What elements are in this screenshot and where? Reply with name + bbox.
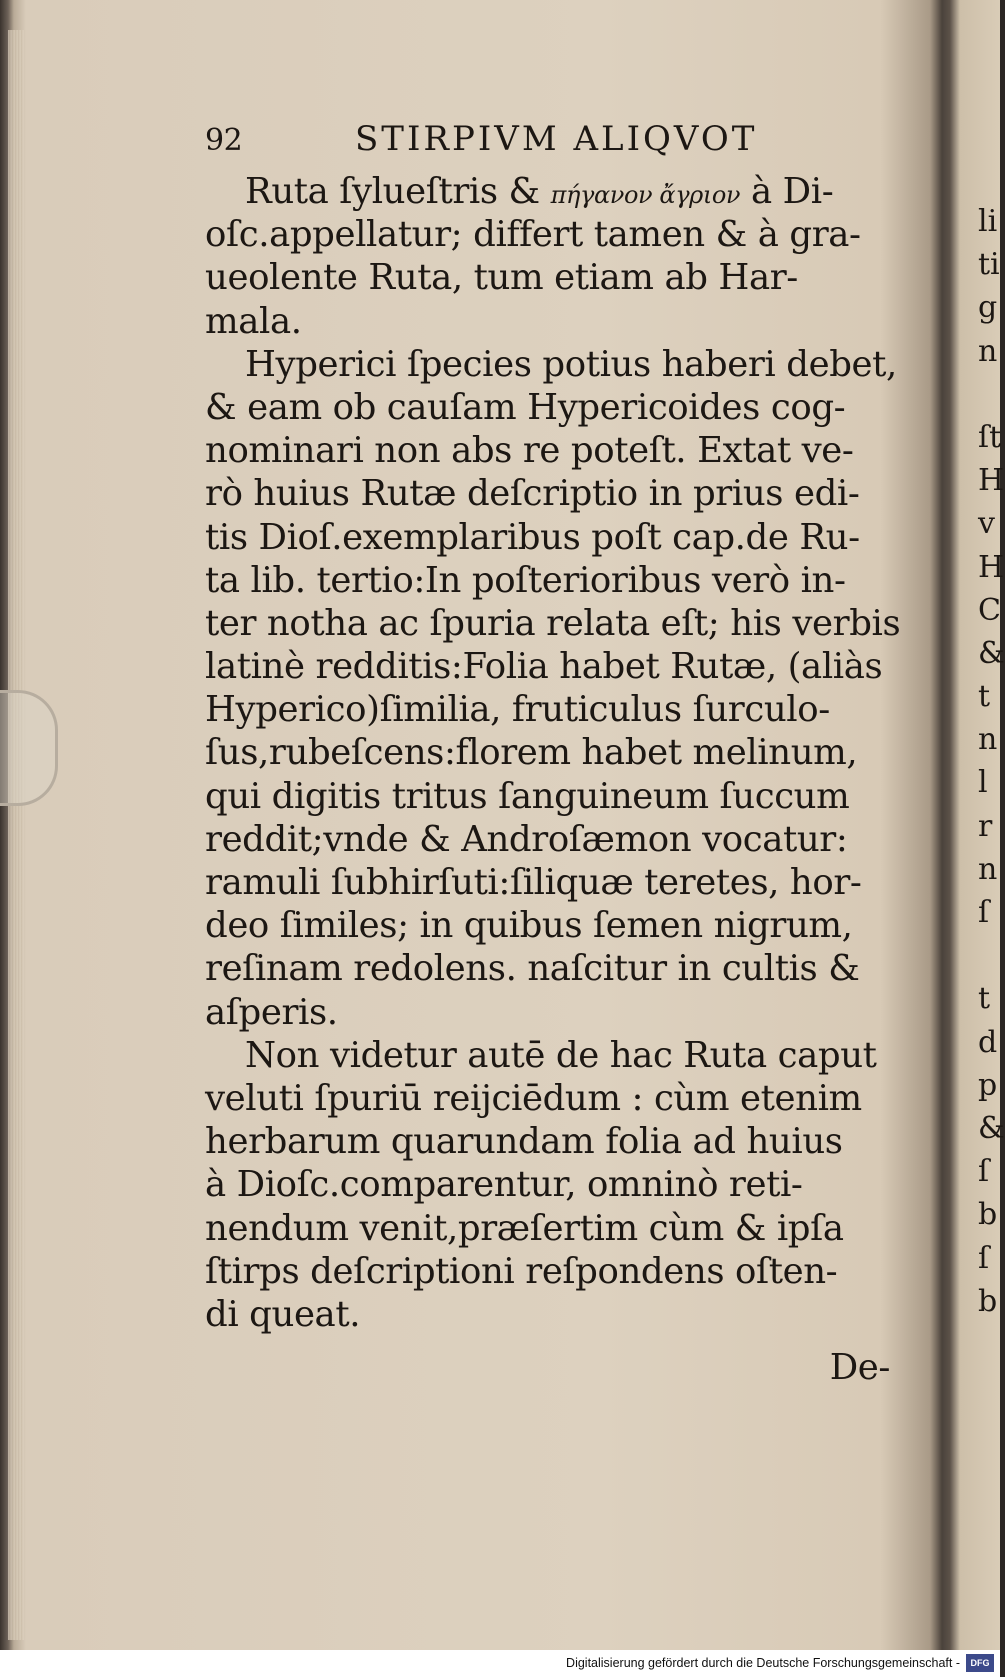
book-page <box>205 118 905 1389</box>
facing-fragment: H <box>978 463 1005 499</box>
text-line: à Dioſc.comparentur, omninò reti- <box>205 1164 803 1206</box>
facing-fragment: p <box>978 1067 998 1103</box>
text-segment: Ruta ſylueſtris & <box>245 171 551 212</box>
text-line: qui digitis tritus ſanguineum ſuccum <box>205 775 850 817</box>
dfg-logo: DFG <box>966 1654 994 1672</box>
facing-fragment: n <box>978 722 998 758</box>
text-line: herbarum quarundam folia ad huius <box>205 1121 843 1163</box>
text-line: veluti ſpuriū reijciēdum : cùm etenim <box>205 1077 862 1119</box>
facing-fragment: ſ <box>978 1240 990 1276</box>
facing-fragment: ſ <box>978 895 990 930</box>
facing-fragment: r <box>978 808 993 844</box>
facing-fragment: & <box>978 1110 1005 1146</box>
facing-fragment: t <box>978 679 991 715</box>
text-line: reſinam redolens. naſcitur in cultis & <box>205 948 860 990</box>
facing-fragment: l <box>978 765 988 801</box>
text-line: nendum venit,præſertim cùm & ipſa <box>205 1207 844 1249</box>
page-edges <box>8 30 24 1640</box>
text-line: tis Dioſ.exemplaribus poſt cap.de Ru- <box>205 516 860 558</box>
facing-fragment: n <box>978 333 998 369</box>
book-clip <box>0 690 58 806</box>
facing-fragment <box>978 373 1000 416</box>
facing-fragment: b <box>978 1197 998 1233</box>
text-line: ter notha ac ſpuria relata eſt; his verbis <box>205 602 901 644</box>
text-line: ueolente Ruta, tum etiam ab Har- <box>205 257 798 299</box>
body-text <box>205 170 905 1336</box>
greek-phrase: πήγανον ἄγριον <box>550 181 741 209</box>
catchword: De- <box>829 1347 890 1389</box>
text-line: aſperis. <box>205 991 338 1033</box>
facing-fragment: H <box>978 549 1005 585</box>
page-header <box>205 118 905 168</box>
facing-fragment: g <box>978 290 998 326</box>
facing-fragment: & <box>978 635 1005 671</box>
facing-fragment: v <box>978 506 995 542</box>
text-line: rò huius Rutæ deſcriptio in prius edi- <box>205 473 860 515</box>
page-number: 92 <box>205 123 243 158</box>
text-line: latinè redditis:Folia habet Rutæ, (aliàs <box>205 646 883 688</box>
running-head: STIRPIVM ALIQVOT <box>355 119 758 159</box>
facing-fragment: ſt <box>978 419 1002 455</box>
footer-credit: Digitalisierung gefördert durch die Deutsche Forschungsgemeinschaft - <box>566 1656 960 1670</box>
text-line: Hyperici ſpecies potius haberi debet, <box>245 343 897 385</box>
text-line: nominari non abs re poteſt. Extat ve- <box>205 430 854 472</box>
facing-fragment: d <box>978 1024 998 1060</box>
facing-fragment: b <box>978 1283 998 1319</box>
text-line: ſtirps deſcriptioni reſpondens oſten- <box>205 1250 838 1292</box>
facing-fragment: ti <box>978 247 1000 283</box>
text-line: ta lib. tertio:In poſterioribus verò in- <box>205 559 846 601</box>
facing-fragment: ſ <box>978 1154 990 1190</box>
facing-fragment <box>978 934 1000 977</box>
text-line <box>205 170 905 213</box>
facing-page-edge <box>978 200 1005 1323</box>
text-line: Non videtur autē de hac Ruta caput <box>245 1034 877 1076</box>
facing-fragment: li <box>978 204 998 239</box>
text-line: ſus,rubeſcens:florem habet melinum, <box>205 732 858 774</box>
facing-fragment: t <box>978 981 991 1017</box>
text-segment: à Di- <box>740 171 834 212</box>
text-line: ramuli ſubhirſuti:ſiliquæ teretes, hor- <box>205 862 862 903</box>
text-line: & eam ob cauſam Hypericoides cog- <box>205 386 846 428</box>
text-line: Hyperico)ſimilia, fruticulus ſurculo- <box>205 689 830 731</box>
facing-fragment: n <box>978 851 998 887</box>
facing-fragment: C <box>978 592 1001 628</box>
text-line: deo ſimiles; in quibus ſemen nigrum, <box>205 905 853 947</box>
text-line: mala. <box>205 300 302 342</box>
text-line: reddit;vnde & Androſæmon vocatur: <box>205 818 848 860</box>
text-line: oſc.appellatur; differt tamen & à gra- <box>205 214 861 256</box>
footer-bar <box>0 1650 1000 1677</box>
text-line: di queat. <box>205 1293 361 1335</box>
